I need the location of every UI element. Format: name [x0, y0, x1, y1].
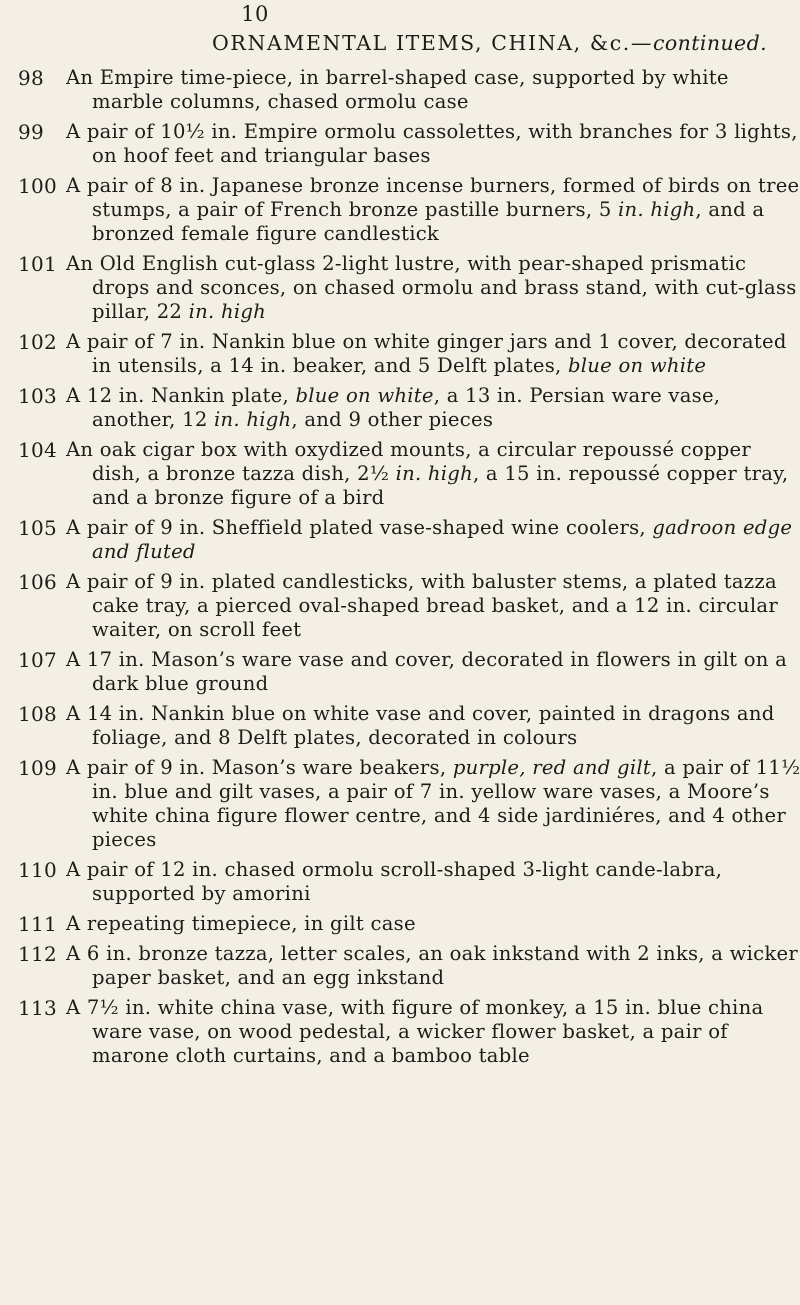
lot-description: [66, 942, 800, 990]
lot-description-text: A 7½ in. white china vase, with figure of monkey, a 15 in. blue china ware vase, on wood pedestal, a wicker flower basket, a pair of marone cloth curtains, and a bamboo table: [66, 996, 764, 1067]
lot-description: [66, 66, 800, 114]
lot-description-text: A 17 in. Mason’s ware vase and cover, decorated in flowers in gilt on a dark blue ground: [66, 648, 788, 695]
lot-entry: [0, 252, 800, 324]
lot-description: [66, 702, 800, 750]
lot-description: [66, 570, 800, 642]
lot-entry: [0, 120, 800, 168]
lot-number: 107: [18, 648, 58, 672]
lot-description-italic: in. high: [214, 408, 292, 431]
lot-description-italic: blue on white: [295, 384, 434, 407]
lot-description: [66, 252, 800, 324]
lot-entry: [0, 330, 800, 378]
lot-number: 110: [18, 858, 58, 882]
lot-description-text: A repeating timepiece, in gilt case: [66, 912, 416, 935]
lot-entry: [0, 756, 800, 852]
lot-entry: [0, 648, 800, 696]
lot-description-italic: in. high: [395, 462, 473, 485]
lot-description-text: An Empire time-piece, in barrel-shaped case, supported by white marble columns, chased ormolu case: [66, 66, 729, 113]
lot-description: [66, 384, 800, 432]
lot-entry: [0, 702, 800, 750]
lot-number: 104: [18, 438, 58, 462]
lot-description-italic: in. high: [618, 198, 696, 221]
section-heading-title: ORNAMENTAL ITEMS, CHINA, &c.—: [212, 31, 654, 55]
lot-entry: [0, 438, 800, 510]
lot-description-text: , a pair of 11½ in. blue and gilt vases, a pair of 7 in. yellow ware vases, a Moore’s white china figure flower centre, and 4 side jardiniéres, and 4 other pieces: [92, 756, 800, 851]
lot-number: 112: [18, 942, 58, 966]
lot-description: [66, 996, 800, 1068]
lot-description-text: A pair of 10½ in. Empire ormolu cassolettes, with branches for 3 lights, on hoof feet and triangular bases: [66, 120, 798, 167]
section-heading: [212, 31, 767, 55]
lot-description-text: , a 15 in. repoussé copper tray, and a bronze figure of a bird: [92, 462, 789, 509]
lot-description-text: A pair of 9 in. plated candlesticks, with baluster stems, a plated tazza cake tray, a pierced oval-shaped bread basket, and a 12 in. circular waiter, on scroll feet: [66, 570, 778, 641]
lot-description-text: A pair of 8 in. Japanese bronze incense burners, formed of birds on tree stumps, a pair of French bronze pastille burners, 5: [66, 174, 800, 221]
lot-number: 102: [18, 330, 58, 354]
lot-entry: [0, 942, 800, 990]
lot-entry: [0, 174, 800, 246]
lot-number: 103: [18, 384, 58, 408]
lot-description: [66, 648, 800, 696]
lot-entry: [0, 66, 800, 114]
lot-description-italic: purple, red and gilt: [452, 756, 651, 779]
lot-number: 99: [18, 120, 45, 144]
lot-description-text: , a 13 in. Persian ware vase, another, 12: [92, 384, 721, 431]
lot-description-text: A pair of 9 in. Sheffield plated vase-shaped wine coolers,: [66, 516, 653, 539]
section-heading-continued: continued.: [653, 31, 768, 55]
lot-entry: [0, 912, 800, 936]
lot-description-text: , and 9 other pieces: [291, 408, 494, 431]
lot-description-text: An oak cigar box with oxydized mounts, a circular repoussé copper dish, a bronze tazza dish, 2½: [66, 438, 752, 485]
lot-description: [66, 858, 800, 906]
lot-description-text: A pair of 9 in. Mason’s ware beakers,: [66, 756, 453, 779]
page-number: 10: [241, 2, 269, 26]
lot-description: [66, 756, 800, 852]
lot-description: [66, 912, 800, 936]
lot-number: 113: [18, 996, 58, 1020]
lot-description-text: A 12 in. Nankin plate,: [66, 384, 296, 407]
lot-number: 111: [18, 912, 58, 936]
lot-description-italic: blue on white: [567, 354, 707, 377]
lot-number: 100: [18, 174, 58, 198]
lot-entry: [0, 996, 800, 1068]
lot-entry: [0, 858, 800, 906]
lot-number: 105: [18, 516, 58, 540]
lot-number: 98: [18, 66, 45, 90]
lot-entry: [0, 570, 800, 642]
lot-description: [66, 120, 800, 168]
lot-description-text: A pair of 12 in. chased ormolu scroll-shaped 3-light cande-labra, supported by amorini: [66, 858, 723, 905]
lot-description: [66, 330, 800, 378]
lot-list: [0, 66, 800, 1074]
lot-number: 106: [18, 570, 58, 594]
lot-description: [66, 438, 800, 510]
lot-description-italic: in. high: [188, 300, 266, 323]
lot-description-text: A 14 in. Nankin blue on white vase and cover, painted in dragons and foliage, and 8 Delft plates, decorated in colours: [66, 702, 775, 749]
lot-description: [66, 516, 800, 564]
lot-description: [66, 174, 800, 246]
lot-description-italic: gadroon edge and fluted: [92, 516, 793, 563]
lot-description-text: A pair of 7 in. Nankin blue on white ginger jars and 1 cover, decorated in utensils, a 14 in. beaker, and 5 Delft plates,: [66, 330, 787, 377]
lot-number: 109: [18, 756, 58, 780]
lot-entry: [0, 516, 800, 564]
lot-description-text: An Old English cut-glass 2-light lustre, with pear-shaped prismatic drops and sconces, on chased ormolu and brass stand, with cut-glass pillar, 22: [66, 252, 797, 323]
lot-description-text: , and a bronzed female figure candlestick: [92, 198, 765, 245]
lot-entry: [0, 384, 800, 432]
lot-number: 101: [18, 252, 58, 276]
lot-description-text: A 6 in. bronze tazza, letter scales, an oak inkstand with 2 inks, a wicker paper basket, and an egg inkstand: [66, 942, 798, 989]
lot-number: 108: [18, 702, 58, 726]
